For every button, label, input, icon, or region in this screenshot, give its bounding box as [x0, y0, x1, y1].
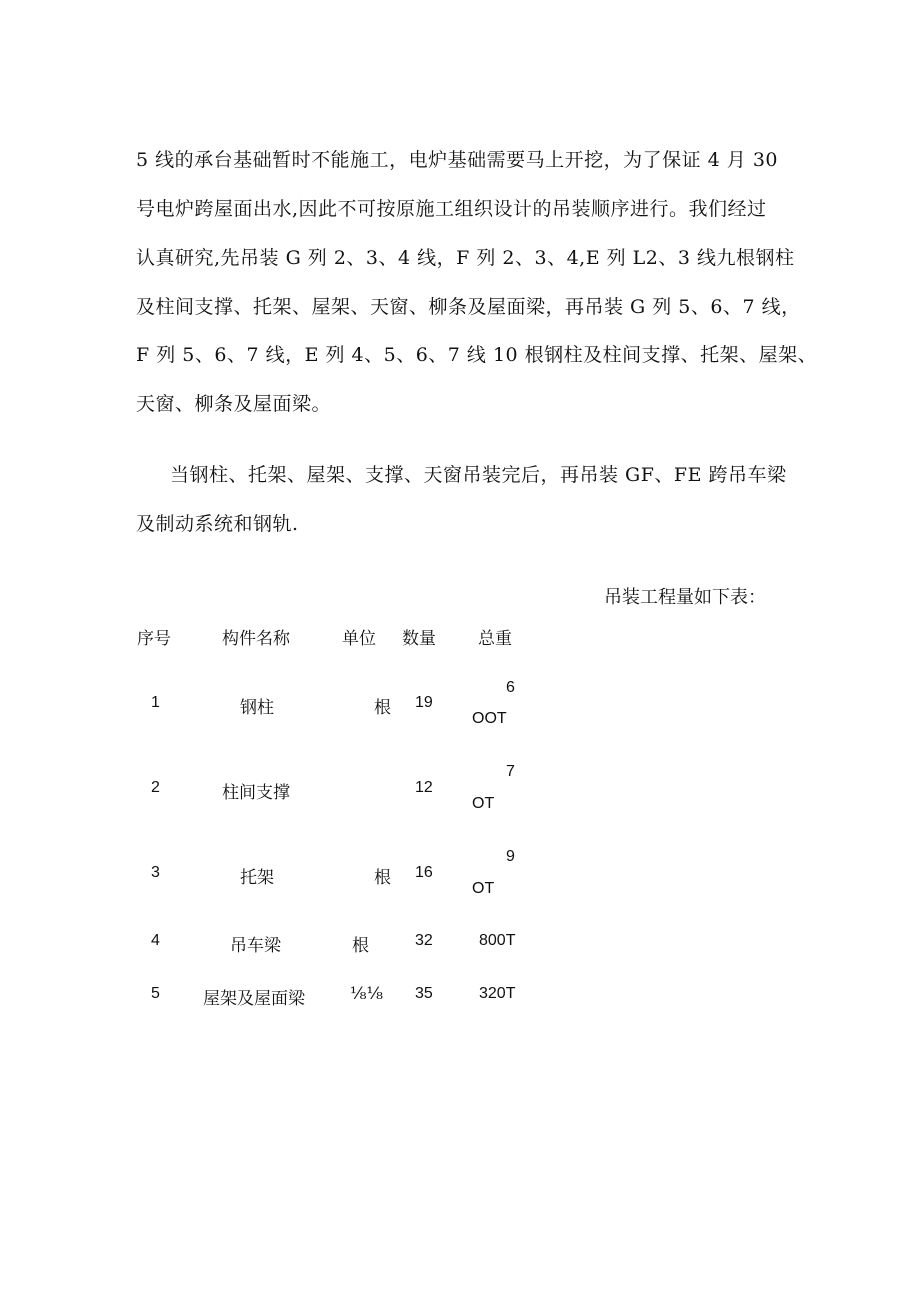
cell-unit: 根: [374, 698, 391, 718]
cell-no: 1: [151, 694, 160, 711]
header-qty: 数量: [402, 629, 436, 649]
cell-no: 5: [151, 985, 160, 1002]
cell-weight-bottom: OOT: [472, 710, 507, 727]
cell-weight-bottom: OT: [472, 795, 495, 812]
cell-qty: 19: [415, 694, 433, 711]
paragraph-1-line: 天窗、柳条及屋面梁。: [136, 393, 332, 415]
cell-weight-top: 9: [506, 848, 515, 865]
cell-weight-top: 6: [506, 679, 515, 696]
paragraph-1-line: 认真研究,先吊装 G 列 2、3、4 线，F 列 2、3、4,E 列 L2、3 线九根钢柱: [136, 247, 795, 269]
header-no: 序号: [137, 629, 171, 649]
cell-name: 吊车梁: [230, 936, 281, 956]
header-name: 构件名称: [222, 629, 290, 649]
cell-unit: 根: [352, 936, 369, 956]
paragraph-2-line: 当钢柱、托架、屋架、支撑、天窗吊装完后，再吊装 GF、FE 跨吊车梁: [170, 464, 787, 486]
cell-weight-bottom: OT: [472, 880, 495, 897]
paragraph-1-line: 5 线的承台基础暂时不能施工，电炉基础需要马上开挖，为了保证 4 月 30: [136, 149, 779, 171]
paragraph-2-line: 及制动系统和钢轨.: [136, 513, 299, 535]
cell-qty: 35: [415, 985, 433, 1002]
cell-weight-top: 7: [506, 763, 515, 780]
cell-no: 3: [151, 864, 160, 881]
paragraph-1-line: 号电炉跨屋面出水,因此不可按原施工组织设计的吊装顺序进行。我们经过: [136, 198, 767, 220]
cell-name: 屋架及屋面梁: [203, 989, 305, 1009]
table-caption: 吊装工程量如下表：: [604, 587, 766, 608]
header-unit: 单位: [342, 629, 376, 649]
cell-unit: 根: [374, 868, 391, 888]
cell-unit: ⅛⅛: [350, 984, 383, 1004]
cell-qty: 16: [415, 864, 433, 881]
cell-qty: 12: [415, 779, 433, 796]
paragraph-1-line: F 列 5、6、7 线，E 列 4、5、6、7 线 10 根钢柱及柱间支撑、托架、屋架、: [136, 344, 818, 366]
cell-name: 钢柱: [240, 698, 274, 718]
cell-weight: 800T: [479, 932, 516, 949]
cell-no: 4: [151, 932, 160, 949]
cell-qty: 32: [415, 932, 433, 949]
header-weight: 总重: [478, 629, 512, 649]
cell-no: 2: [151, 779, 160, 796]
cell-weight: 320T: [479, 985, 516, 1002]
cell-name: 柱间支撑: [222, 783, 290, 803]
paragraph-1-line: 及柱间支撑、托架、屋架、天窗、柳条及屋面梁，再吊装 G 列 5、6、7 线，: [136, 296, 801, 318]
cell-name: 托架: [240, 868, 274, 888]
